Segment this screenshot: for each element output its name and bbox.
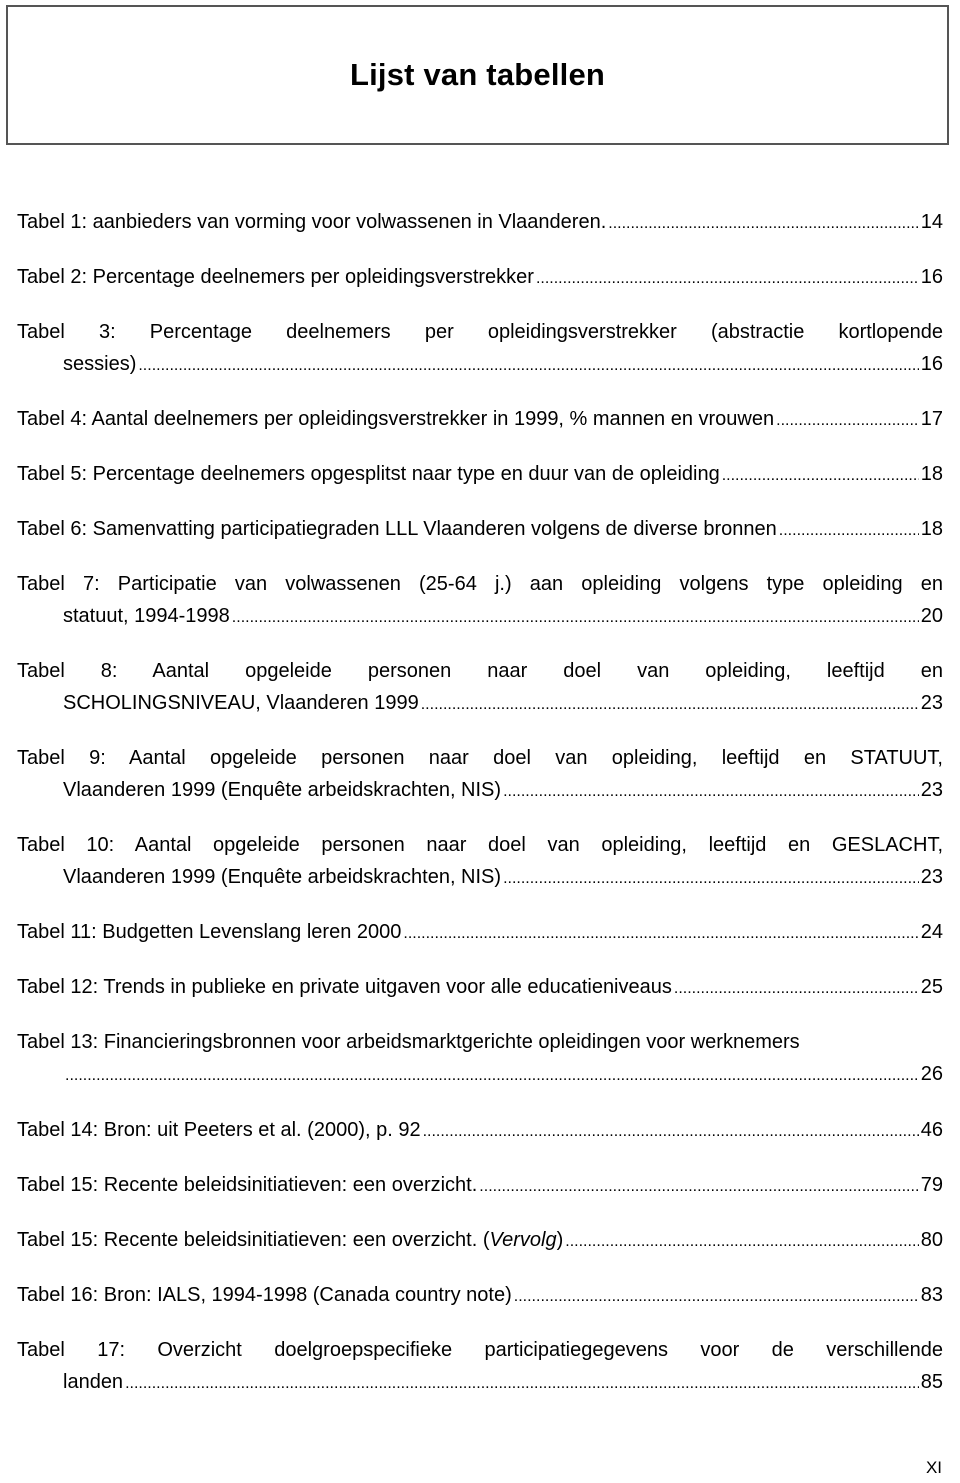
entry-label: Tabel 12: Trends in publieke en private uitgaven voor alle educatieniveaus [17, 976, 672, 998]
entry-label-line1: Tabel 13: Financieringsbronnen voor arbeidsmarktgerichte opleidingen voor werknemers [17, 1031, 800, 1053]
entry-page: 46 [920, 1119, 943, 1141]
entry-page: 14 [920, 211, 943, 233]
dot-leader [503, 774, 919, 808]
dot-leader [232, 600, 919, 634]
entry-label-line2: landen [63, 1371, 124, 1393]
entry-page: 23 [920, 692, 943, 714]
entry-label: Tabel 4: Aantal deelnemers per opleidingsverstrekker in 1999, % mannen en vrouwen [17, 408, 775, 430]
entry-label: Tabel 2: Percentage deelnemers per opleidingsverstrekker [17, 266, 534, 288]
dot-leader [138, 348, 918, 382]
entry-page: 18 [920, 518, 943, 540]
dot-leader [536, 261, 919, 295]
toc-entry-15-vervolg[interactable] [17, 1224, 943, 1258]
entry-page: 20 [920, 605, 943, 627]
entry-label-line1: Tabel 7: Participatie van volwassenen (25-64 j.) aan opleiding volgens type opleiding en [17, 573, 943, 595]
toc-entry-1[interactable] [17, 206, 943, 240]
entry-label-line1: Tabel 17: Overzicht doelgroepspecifieke participatiegegevens voor de verschillende [17, 1339, 943, 1361]
entry-label-line2: SCHOLINGSNIVEAU, Vlaanderen 1999 [63, 692, 419, 714]
entry-page: 25 [920, 976, 943, 998]
page-title: Lijst van tabellen [349, 57, 606, 92]
dot-leader [674, 971, 919, 1005]
entry-label-line1: Tabel 10: Aantal opgeleide personen naar doel van opleiding, leeftijd en GESLACHT, [17, 834, 943, 856]
dot-leader [503, 861, 919, 895]
entry-label: Tabel 6: Samenvatting participatiegraden LLL Vlaanderen volgens de diverse bronnen [17, 518, 777, 540]
toc-entry-11[interactable] [17, 916, 943, 950]
dot-leader [423, 1114, 919, 1148]
entry-label: Tabel 5: Percentage deelnemers opgesplitst naar type en duur van de opleiding [17, 463, 720, 485]
dot-leader [565, 1224, 919, 1258]
entry-page: 17 [920, 408, 943, 430]
toc-entry-4[interactable] [17, 403, 943, 437]
entry-page: 24 [920, 921, 943, 943]
toc-entry-12[interactable] [17, 971, 943, 1005]
entry-page: 16 [920, 266, 943, 288]
entry-page: 18 [920, 463, 943, 485]
dot-leader [479, 1169, 918, 1203]
entry-label: Tabel 11: Budgetten Levenslang leren 2000 [17, 921, 402, 943]
entry-page: 16 [920, 353, 943, 375]
dot-leader [779, 513, 919, 547]
toc-entry-9[interactable] [17, 742, 943, 808]
toc-entry-3[interactable] [17, 316, 943, 382]
entry-label-italic: Vervolg [489, 1229, 557, 1251]
dot-leader [514, 1279, 919, 1313]
toc-entry-6[interactable] [17, 513, 943, 547]
toc-entry-15[interactable] [17, 1169, 943, 1203]
entry-label-line2: statuut, 1994-1998 [63, 605, 230, 627]
entry-page: 23 [920, 779, 943, 801]
entry-label: Tabel 14: Bron: uit Peeters et al. (2000), p. 92 [17, 1119, 421, 1141]
dot-leader [776, 403, 919, 437]
toc-entry-16[interactable] [17, 1279, 943, 1313]
entry-label-line2: Vlaanderen 1999 (Enquête arbeidskrachten, NIS) [63, 779, 502, 801]
dot-leader [608, 206, 919, 240]
toc-entry-8[interactable] [17, 655, 943, 721]
toc-entry-7[interactable] [17, 568, 943, 634]
entry-label: Tabel 1: aanbieders van vorming voor volwassenen in Vlaanderen. [17, 211, 607, 233]
entry-label-line2: Vlaanderen 1999 (Enquête arbeidskrachten, NIS) [63, 866, 502, 888]
toc-entry-10[interactable] [17, 829, 943, 895]
toc-entry-5[interactable] [17, 458, 943, 492]
entry-label-line1: Tabel 9: Aantal opgeleide personen naar doel van opleiding, leeftijd en STATUUT, [17, 747, 943, 769]
entry-label: Tabel 16: Bron: IALS, 1994-1998 (Canada country note) [17, 1284, 512, 1306]
entry-page: 80 [920, 1229, 943, 1251]
toc-entry-13[interactable] [17, 1026, 943, 1092]
entry-page: 23 [920, 866, 943, 888]
title-box [6, 5, 949, 145]
entry-page: 85 [920, 1371, 943, 1393]
toc-entry-17[interactable] [17, 1334, 943, 1400]
page-number: XI [925, 1458, 942, 1477]
dot-leader [65, 1058, 919, 1092]
entry-label-line1: Tabel 8: Aantal opgeleide personen naar doel van opleiding, leeftijd en [17, 660, 943, 682]
entry-page: 79 [920, 1174, 943, 1196]
entry-page: 26 [920, 1063, 943, 1085]
dot-leader [722, 458, 919, 492]
dot-leader [403, 916, 918, 950]
toc-entry-14[interactable] [17, 1114, 943, 1148]
dot-leader [421, 687, 919, 721]
entry-label: Tabel 15: Recente beleidsinitiatieven: een overzicht. [17, 1174, 478, 1196]
entry-label-line1: Tabel 3: Percentage deelnemers per opleidingsverstrekker (abstractie kortlopende [17, 321, 943, 343]
entry-label: Tabel 15: Recente beleidsinitiatieven: een overzicht. (Vervolg) [17, 1229, 564, 1251]
entry-page: 83 [920, 1284, 943, 1306]
toc-entry-2[interactable] [17, 261, 943, 295]
dot-leader [125, 1366, 919, 1400]
entry-label-line2: sessies) [63, 353, 137, 375]
